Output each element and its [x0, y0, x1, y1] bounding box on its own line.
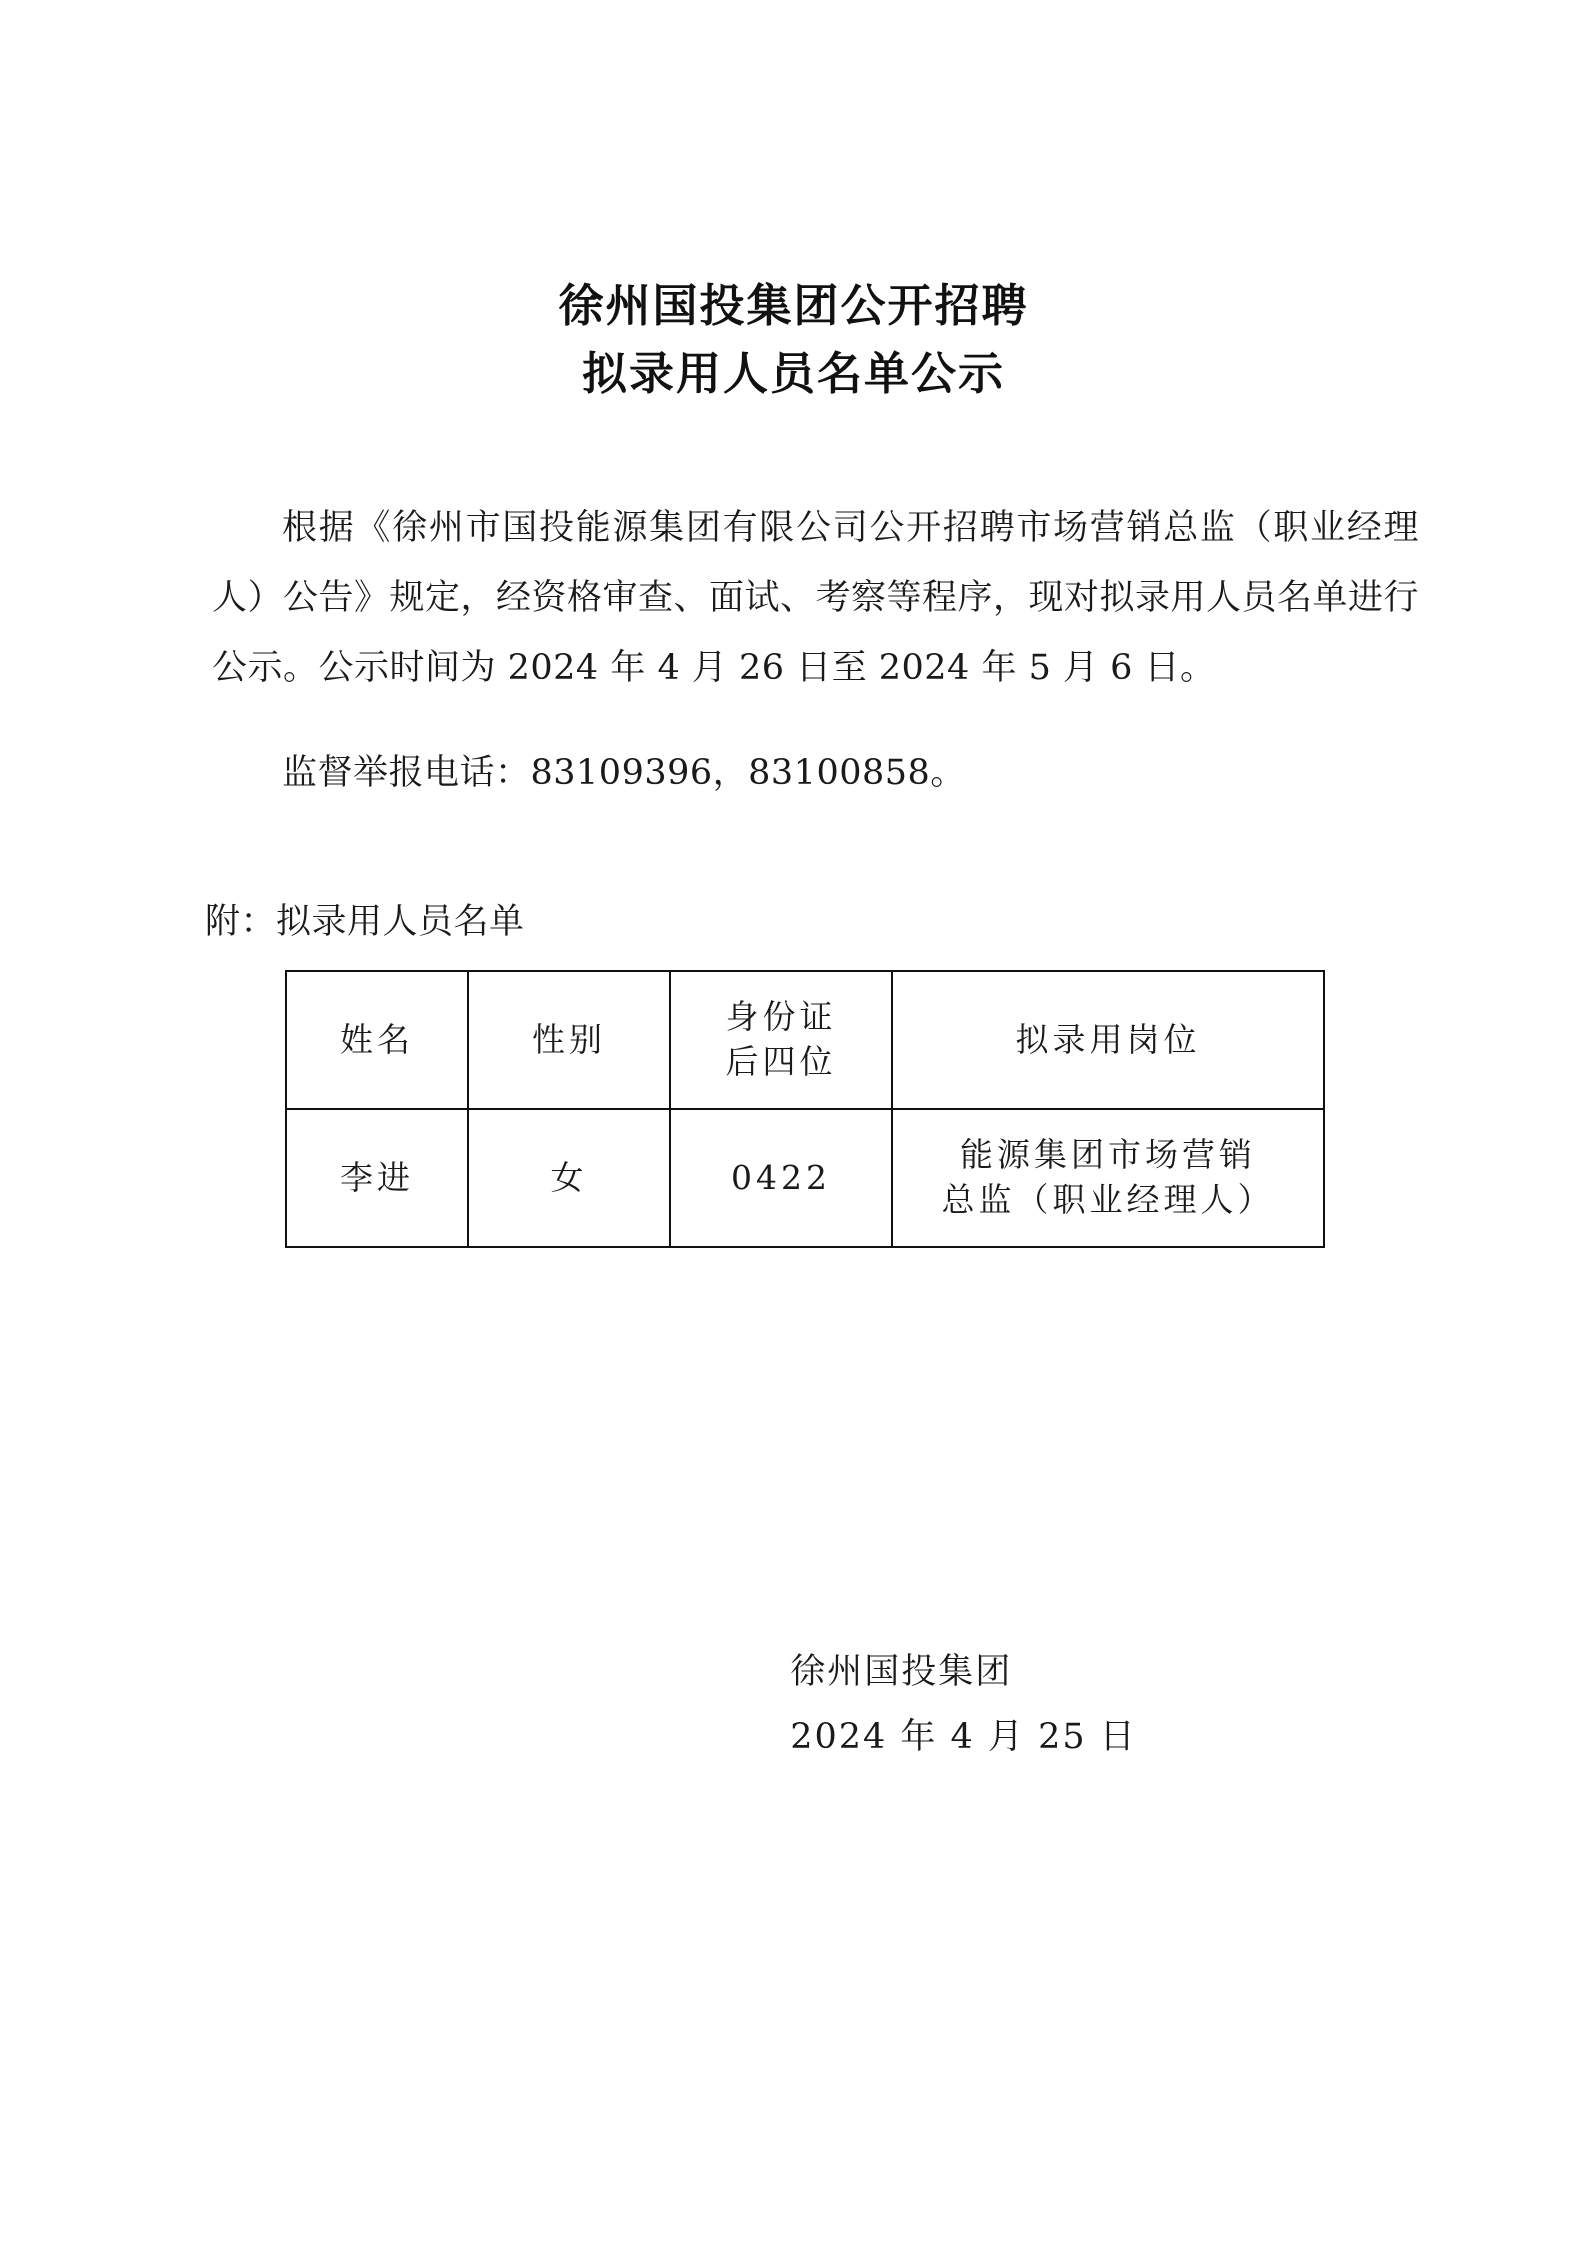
roster-table-wrapper [0, 970, 1587, 1248]
title-line-1: 徐州国投集团公开招聘 [558, 279, 1029, 332]
table-row [286, 1109, 1324, 1247]
header-id-line-2: 后四位 [725, 1042, 837, 1081]
cell-gender: 女 [468, 1109, 670, 1247]
header-post: 拟录用岗位 [892, 971, 1324, 1109]
document-title [0, 272, 1587, 407]
table-header-row [286, 971, 1324, 1109]
header-id-line-1: 身份证 [725, 997, 837, 1037]
signature-date: 2024 年 4 月 25 日 [790, 1716, 1137, 1757]
header-gender: 性别 [468, 971, 670, 1109]
header-id-last-four [670, 971, 892, 1109]
cell-id-last-four: 0422 [670, 1109, 892, 1247]
document-body [0, 493, 1587, 808]
signature-organization: 徐州国投集团 [790, 1652, 1013, 1692]
cell-post [892, 1109, 1324, 1247]
header-name: 姓名 [286, 971, 468, 1109]
signature-block [0, 1640, 1587, 1770]
cell-post-line-2: 总监（职业经理人） [941, 1180, 1275, 1219]
roster-table [285, 970, 1325, 1248]
paragraph-2: 监督举报电话：83109396，83100858。 [282, 753, 966, 793]
paragraph-1: 根据《徐州市国投能源集团有限公司公开招聘市场营销总监（职业经理人）公告》规定，经资格审查、面试、考察等程序，现对拟录用人员名单进行公示。公示时间为 2024 年 4 月 26 日至 2024 年 5 月 6 日。 [212, 508, 1420, 688]
cell-name: 李进 [286, 1109, 468, 1247]
attachment-label: 附：拟录用人员名单 [205, 902, 525, 942]
title-line-2: 拟录用人员名单公示 [581, 346, 1005, 400]
cell-post-line-1: 能源集团市场营销 [960, 1135, 1256, 1175]
